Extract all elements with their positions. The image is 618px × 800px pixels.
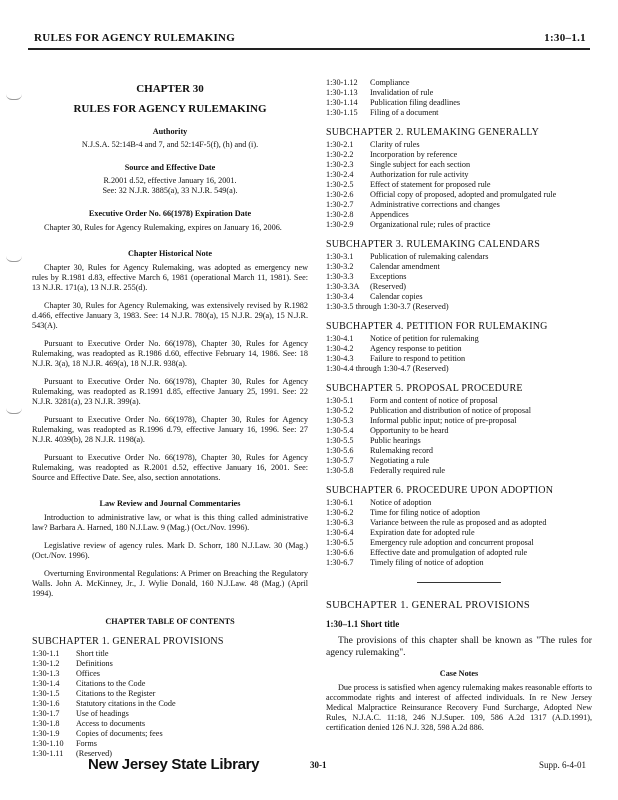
- toc-entry-title: Agency response to petition: [370, 344, 462, 353]
- toc-entry: [326, 354, 592, 364]
- toc-entry-number: 1:30-1.3: [32, 669, 60, 678]
- toc-entry-number: 1:30-1.12: [326, 78, 358, 87]
- toc-entry: [32, 649, 308, 659]
- toc-subchapter-heading: SUBCHAPTER 4. PETITION FOR RULEMAKING: [326, 321, 548, 332]
- toc-entry: [326, 528, 592, 538]
- toc-entry-number: 1:30-6.4: [326, 528, 354, 537]
- toc-entry-title: Offices: [76, 669, 100, 678]
- margin-mark: [6, 94, 22, 100]
- section-text: The provisions of this chapter shall be known as "The rules for agency rulemaking".: [326, 635, 592, 658]
- toc-entry-title: Administrative corrections and changes: [370, 200, 500, 209]
- toc-entry-number: 1:30-3.3: [326, 272, 354, 281]
- toc-entry-title: Variance between the rule as proposed and as adopted: [370, 518, 547, 527]
- toc-reserved-range: 1:30-3.5 through 1:30-3.7 (Reserved): [326, 302, 449, 311]
- toc-entry-number: 1:30-1.14: [326, 98, 358, 107]
- history-paragraph: Pursuant to Executive Order No. 66(1978), Chapter 30, Rules for Agency Rulemaking, was readopted as R.2001 d.52, effective January 16, 2001. See: Source and Effective Date. See, also, section annotations.: [32, 453, 308, 482]
- eo-heading: Executive Order No. 66(1978) Expiration Date: [88, 209, 252, 218]
- toc-subchapter-1: [32, 649, 308, 759]
- authority-heading: Authority: [152, 127, 188, 136]
- toc-entry-title: Negotiating a rule: [370, 456, 430, 465]
- toc-entry-title: Publication and distribution of notice of proposal: [370, 406, 531, 415]
- toc-entry-number: 1:30-4.1: [326, 334, 354, 343]
- toc-entry-title: Official copy of proposed, adopted and promulgated rule: [370, 190, 557, 199]
- toc-entry-title: Failure to respond to petition: [370, 354, 466, 363]
- toc-entry-number: 1:30-2.3: [326, 160, 354, 169]
- toc-entry: [326, 170, 592, 180]
- toc-entry-number: 1:30-2.6: [326, 190, 354, 199]
- toc-entry-title: Expiration date for adopted rule: [370, 528, 475, 537]
- toc-entry: [326, 210, 592, 220]
- toc-entry-title: Form and content of notice of proposal: [370, 396, 498, 405]
- toc-entry-title: Time for filing notice of adoption: [370, 508, 480, 517]
- toc-entry: [326, 160, 592, 170]
- toc-entry-title: Publication filing deadlines: [370, 98, 461, 107]
- source-line: R.2001 d.52, effective January 16, 2001.: [103, 176, 237, 185]
- margin-mark: [6, 408, 22, 414]
- toc-entry-title: Authorization for rule activity: [370, 170, 469, 179]
- toc-entry-number: 1:30-5.6: [326, 446, 354, 455]
- eo-text: Chapter 30, Rules for Agency Rulemaking, expires on January 16, 2006.: [44, 223, 282, 232]
- toc-entry-title: Use of headings: [76, 709, 129, 718]
- toc-entry-title: Forms: [76, 739, 97, 748]
- toc-entry-title: Opportunity to be heard: [370, 426, 449, 435]
- toc-entry-number: 1:30-4.2: [326, 344, 354, 353]
- toc-entry: [326, 200, 592, 210]
- toc-entry-number: 1:30-6.5: [326, 538, 354, 547]
- header-section: 1:30–1.1: [544, 32, 586, 44]
- supplement-date: Supp. 6-4-01: [539, 760, 586, 770]
- toc-entry-number: 1:30-6.2: [326, 508, 354, 517]
- law-review-heading: Law Review and Journal Commentaries: [99, 499, 241, 508]
- toc-entry-number: 1:30-6.3: [326, 518, 354, 527]
- toc-subchapter-2: [326, 140, 592, 230]
- toc-entry-title: Appendices: [370, 210, 409, 219]
- toc-reserved-range: 1:30-4.4 through 1:30-4.7 (Reserved): [326, 364, 449, 373]
- toc-entry: [326, 292, 592, 302]
- body-subchapter-heading: SUBCHAPTER 1. GENERAL PROVISIONS: [326, 600, 531, 611]
- toc-entry-title: Calendar copies: [370, 292, 423, 301]
- toc-entry: [326, 426, 592, 436]
- toc-entry-title: Effect of statement for proposed rule: [370, 180, 491, 189]
- toc-entry-number: 1:30-1.9: [32, 729, 60, 738]
- law-review-entry: Legislative review of agency rules. Mark D. Schorr, 180 N.J.Law. 30 (Mag.) (Oct./Nov. 1996).: [32, 541, 308, 560]
- toc-entry-number: 1:30-1.15: [326, 108, 358, 117]
- toc-entry-title: Definitions: [76, 659, 113, 668]
- toc-entry-number: 1:30-5.4: [326, 426, 354, 435]
- left-column: [32, 78, 308, 759]
- case-notes-heading: Case Notes: [439, 669, 479, 678]
- margin-mark: [6, 256, 22, 262]
- toc-entry: [326, 446, 592, 456]
- law-review-entry: Introduction to administrative law, or what is this thing called administrative law? Barbara A. Harned, 180 N.J.Law. 9 (Mag.) (Oct./Nov. 1996).: [32, 513, 308, 532]
- toc-entry: [326, 190, 592, 200]
- toc-entry-title: Timely filing of notice of adoption: [370, 558, 484, 567]
- toc-entry: [326, 78, 592, 88]
- toc-entry: [32, 679, 308, 689]
- toc-entry: [326, 538, 592, 548]
- toc-entry-number: 1:30-1.13: [326, 88, 358, 97]
- toc-entry-number: 1:30-1.7: [32, 709, 60, 718]
- toc-subchapter-4: [326, 334, 592, 364]
- toc-entry-title: Exceptions: [370, 272, 407, 281]
- toc-entry-title: Calendar amendment: [370, 262, 440, 271]
- toc-entry: [326, 548, 592, 558]
- toc-entry: [32, 719, 308, 729]
- toc-entry-number: 1:30-5.8: [326, 466, 354, 475]
- toc-entry-number: 1:30-3.1: [326, 252, 354, 261]
- section-divider: [417, 582, 501, 583]
- toc-entry-number: 1:30-1.11: [32, 749, 64, 758]
- toc-entry-title: Incorporation by reference: [370, 150, 458, 159]
- toc-entry-number: 1:30-5.1: [326, 396, 354, 405]
- toc-entry-number: 1:30-5.7: [326, 456, 354, 465]
- toc-entry-title: Short title: [76, 649, 109, 658]
- toc-entry: [32, 739, 308, 749]
- history-paragraph: Pursuant to Executive Order No. 66(1978), Chapter 30, Rules for Agency Rulemaking, was readopted as R.1986 d.60, effective February 14, 1986. See: 18 N.J.R. 3(a), 18 N.J.R. 469(a), 18 N.J.R. 938(a).: [32, 339, 308, 368]
- section-heading: 1:30–1.1 Short title: [326, 619, 400, 629]
- history-heading: Chapter Historical Note: [128, 249, 212, 258]
- toc-entry-title: (Reserved): [370, 282, 406, 291]
- toc-entry-title: Citations to the Code: [76, 679, 146, 688]
- toc-entry-title: Citations to the Register: [76, 689, 156, 698]
- source-heading: Source and Effective Date: [124, 163, 216, 172]
- toc-entry-number: 1:30-2.5: [326, 180, 354, 189]
- toc-entry-number: 1:30-5.5: [326, 436, 354, 445]
- toc-entry-title: Organizational rule; rules of practice: [370, 220, 491, 229]
- toc-entry-title: Publication of rulemaking calendars: [370, 252, 489, 261]
- toc-entry-number: 1:30-6.1: [326, 498, 354, 507]
- toc-entry: [326, 518, 592, 528]
- toc-entry-title: Invalidation of rule: [370, 88, 434, 97]
- chapter-title: RULES FOR AGENCY RULEMAKING: [73, 103, 267, 115]
- toc-entry-title: Clarity of rules: [370, 140, 420, 149]
- toc-entry-number: 1:30-1.8: [32, 719, 60, 728]
- toc-entry-number: 1:30-3.4: [326, 292, 354, 301]
- toc-entry-title: Filing of a document: [370, 108, 439, 117]
- authority-text: N.J.S.A. 52:14B-4 and 7, and 52:14F-5(f), (h) and (i).: [81, 140, 259, 149]
- toc-entry-title: Notice of adoption: [370, 498, 432, 507]
- toc-entry: [326, 150, 592, 160]
- toc-entry: [326, 558, 592, 568]
- toc-entry-number: 1:30-1.1: [32, 649, 60, 658]
- toc-entry: [32, 669, 308, 679]
- toc-entry-title: Emergency rule adoption and concurrent proposal: [370, 538, 534, 547]
- toc-entry-title: Access to documents: [76, 719, 146, 728]
- toc-entry: [32, 729, 308, 739]
- toc-entry: [326, 456, 592, 466]
- toc-entry: [326, 344, 592, 354]
- toc-entry-number: 1:30-5.3: [326, 416, 354, 425]
- toc-entry: [326, 252, 592, 262]
- toc-entry-title: Single subject for each section: [370, 160, 471, 169]
- toc-entry: [326, 262, 592, 272]
- toc-entry: [326, 88, 592, 98]
- toc-entry-title: Rulemaking record: [370, 446, 433, 455]
- toc-entry: [326, 98, 592, 108]
- page-number: 30-1: [310, 760, 327, 770]
- chapter-number: CHAPTER 30: [136, 83, 204, 95]
- source-line: See: 32 N.J.R. 3885(a), 33 N.J.R. 549(a).: [102, 186, 238, 195]
- toc-entry-number: 1:30-2.2: [326, 150, 354, 159]
- toc-entry-number: 1:30-6.7: [326, 558, 354, 567]
- toc-entry-title: Compliance: [370, 78, 410, 87]
- toc-entry-number: 1:30-1.5: [32, 689, 60, 698]
- toc-entry-title: Informal public input; notice of pre-proposal: [370, 416, 517, 425]
- toc-entry-title: Effective date and promulgation of adopted rule: [370, 548, 528, 557]
- history-paragraph: Chapter 30, Rules for Agency Rulemaking, was adopted as emergency new rules by R.1981 d.83, effective March 6, 1981 (operational March 11, 1981). See: 13 N.J.R. 171(a), 13 N.J.R. 255(d).: [32, 263, 308, 292]
- toc-subchapter-3: [326, 252, 592, 302]
- toc-entry: [32, 689, 308, 699]
- running-header: [28, 32, 590, 46]
- history-paragraph: Pursuant to Executive Order No. 66(1978), Chapter 30, Rules for Agency Rulemaking, was readopted as R.1991 d.85, effective January 25, 1991. See: 22 N.J.R. 3281(a), 23 N.J.R. 399(a).: [32, 377, 308, 406]
- law-review-entry: Overturning Environmental Regulations: A Primer on Breaching the Regulatory Walls. John A. McKinney, Jr., J. Wylie Donald, 160 N.J.Law. 48 (Mag.) (April 1994).: [32, 569, 308, 598]
- toc-heading: CHAPTER TABLE OF CONTENTS: [105, 617, 235, 626]
- toc-entry-number: 1:30-3.2: [326, 262, 354, 271]
- toc-entry: [32, 699, 308, 709]
- toc-entry-number: 1:30-5.2: [326, 406, 354, 415]
- toc-entry: [326, 508, 592, 518]
- toc-subchapter-1-continued: [326, 78, 592, 118]
- toc-entry: [326, 140, 592, 150]
- library-logo: New Jersey State Library: [88, 756, 260, 773]
- toc-entry-number: 1:30-2.4: [326, 170, 354, 179]
- toc-entry-number: 1:30-1.2: [32, 659, 60, 668]
- toc-entry-number: 1:30-1.4: [32, 679, 60, 688]
- toc-entry-title: Federally required rule: [370, 466, 446, 475]
- page-footer: [28, 756, 590, 776]
- toc-entry-number: 1:30-2.9: [326, 220, 354, 229]
- toc-entry: [326, 466, 592, 476]
- toc-subchapter-heading: SUBCHAPTER 3. RULEMAKING CALENDARS: [326, 239, 541, 250]
- header-title: RULES FOR AGENCY RULEMAKING: [34, 32, 236, 44]
- toc-entry-number: 1:30-2.1: [326, 140, 354, 149]
- toc-entry-title: Statutory citations in the Code: [76, 699, 176, 708]
- history-paragraph: Chapter 30, Rules for Agency Rulemaking, was extensively revised by R.1982 d.466, effective January 3, 1983. See: 14 N.J.R. 780(a), 15 N.J.R. 29(a), 15 N.J.R. 543(A).: [32, 301, 308, 330]
- header-rule: [28, 48, 590, 50]
- toc-entry-number: 1:30-3.3A: [326, 282, 360, 291]
- toc-entry: [326, 220, 592, 230]
- toc-entry: [326, 406, 592, 416]
- toc-entry-number: 1:30-1.10: [32, 739, 64, 748]
- right-column: [326, 78, 592, 733]
- toc-subchapter-5: [326, 396, 592, 476]
- toc-entry: [326, 282, 592, 292]
- toc-subchapter-6: [326, 498, 592, 568]
- toc-entry-number: 1:30-6.6: [326, 548, 354, 557]
- toc-entry-number: 1:30-4.3: [326, 354, 354, 363]
- toc-entry: [326, 498, 592, 508]
- toc-entry-number: 1:30-2.7: [326, 200, 354, 209]
- toc-subchapter-heading: SUBCHAPTER 6. PROCEDURE UPON ADOPTION: [326, 485, 554, 496]
- toc-entry-title: Public hearings: [370, 436, 421, 445]
- history-paragraph: Pursuant to Executive Order No. 66(1978), Chapter 30, Rules for Agency Rulemaking, was readopted as R.1996 d.79, effective January 16, 1996. See: 27 N.J.R. 4039(b), 28 N.J.R. 1198(a).: [32, 415, 308, 444]
- toc-entry-title: Copies of documents; fees: [76, 729, 163, 738]
- toc-subchapter-heading: SUBCHAPTER 1. GENERAL PROVISIONS: [32, 636, 224, 647]
- case-note: Due process is satisfied when agency rulemaking makes reasonable efforts to accommodate rights and interest of affected individuals. In re New Jersey Medical Malpractice Reinsurance Recovery Fund Surcharge, Adopted New Rules, N.J.A.C. 11:18, 246 N.J.Super. 109, 586 A.2d 1317 (A.D.1991), certification denied 126 N.J. 328, 598 A.2d 886.: [326, 683, 592, 732]
- toc-entry-title: Notice of petition for rulemaking: [370, 334, 479, 343]
- toc-entry: [326, 396, 592, 406]
- toc-entry: [326, 416, 592, 426]
- toc-entry-title: (Reserved): [76, 749, 112, 758]
- toc-entry: [326, 108, 592, 118]
- toc-entry: [326, 180, 592, 190]
- toc-subchapter-heading: SUBCHAPTER 5. PROPOSAL PROCEDURE: [326, 383, 523, 394]
- toc-entry: [326, 334, 592, 344]
- toc-entry-number: 1:30-1.6: [32, 699, 60, 708]
- toc-entry: [32, 659, 308, 669]
- toc-entry: [326, 436, 592, 446]
- toc-entry-number: 1:30-2.8: [326, 210, 354, 219]
- toc-subchapter-heading: SUBCHAPTER 2. RULEMAKING GENERALLY: [326, 127, 540, 138]
- toc-entry: [326, 272, 592, 282]
- toc-entry: [32, 709, 308, 719]
